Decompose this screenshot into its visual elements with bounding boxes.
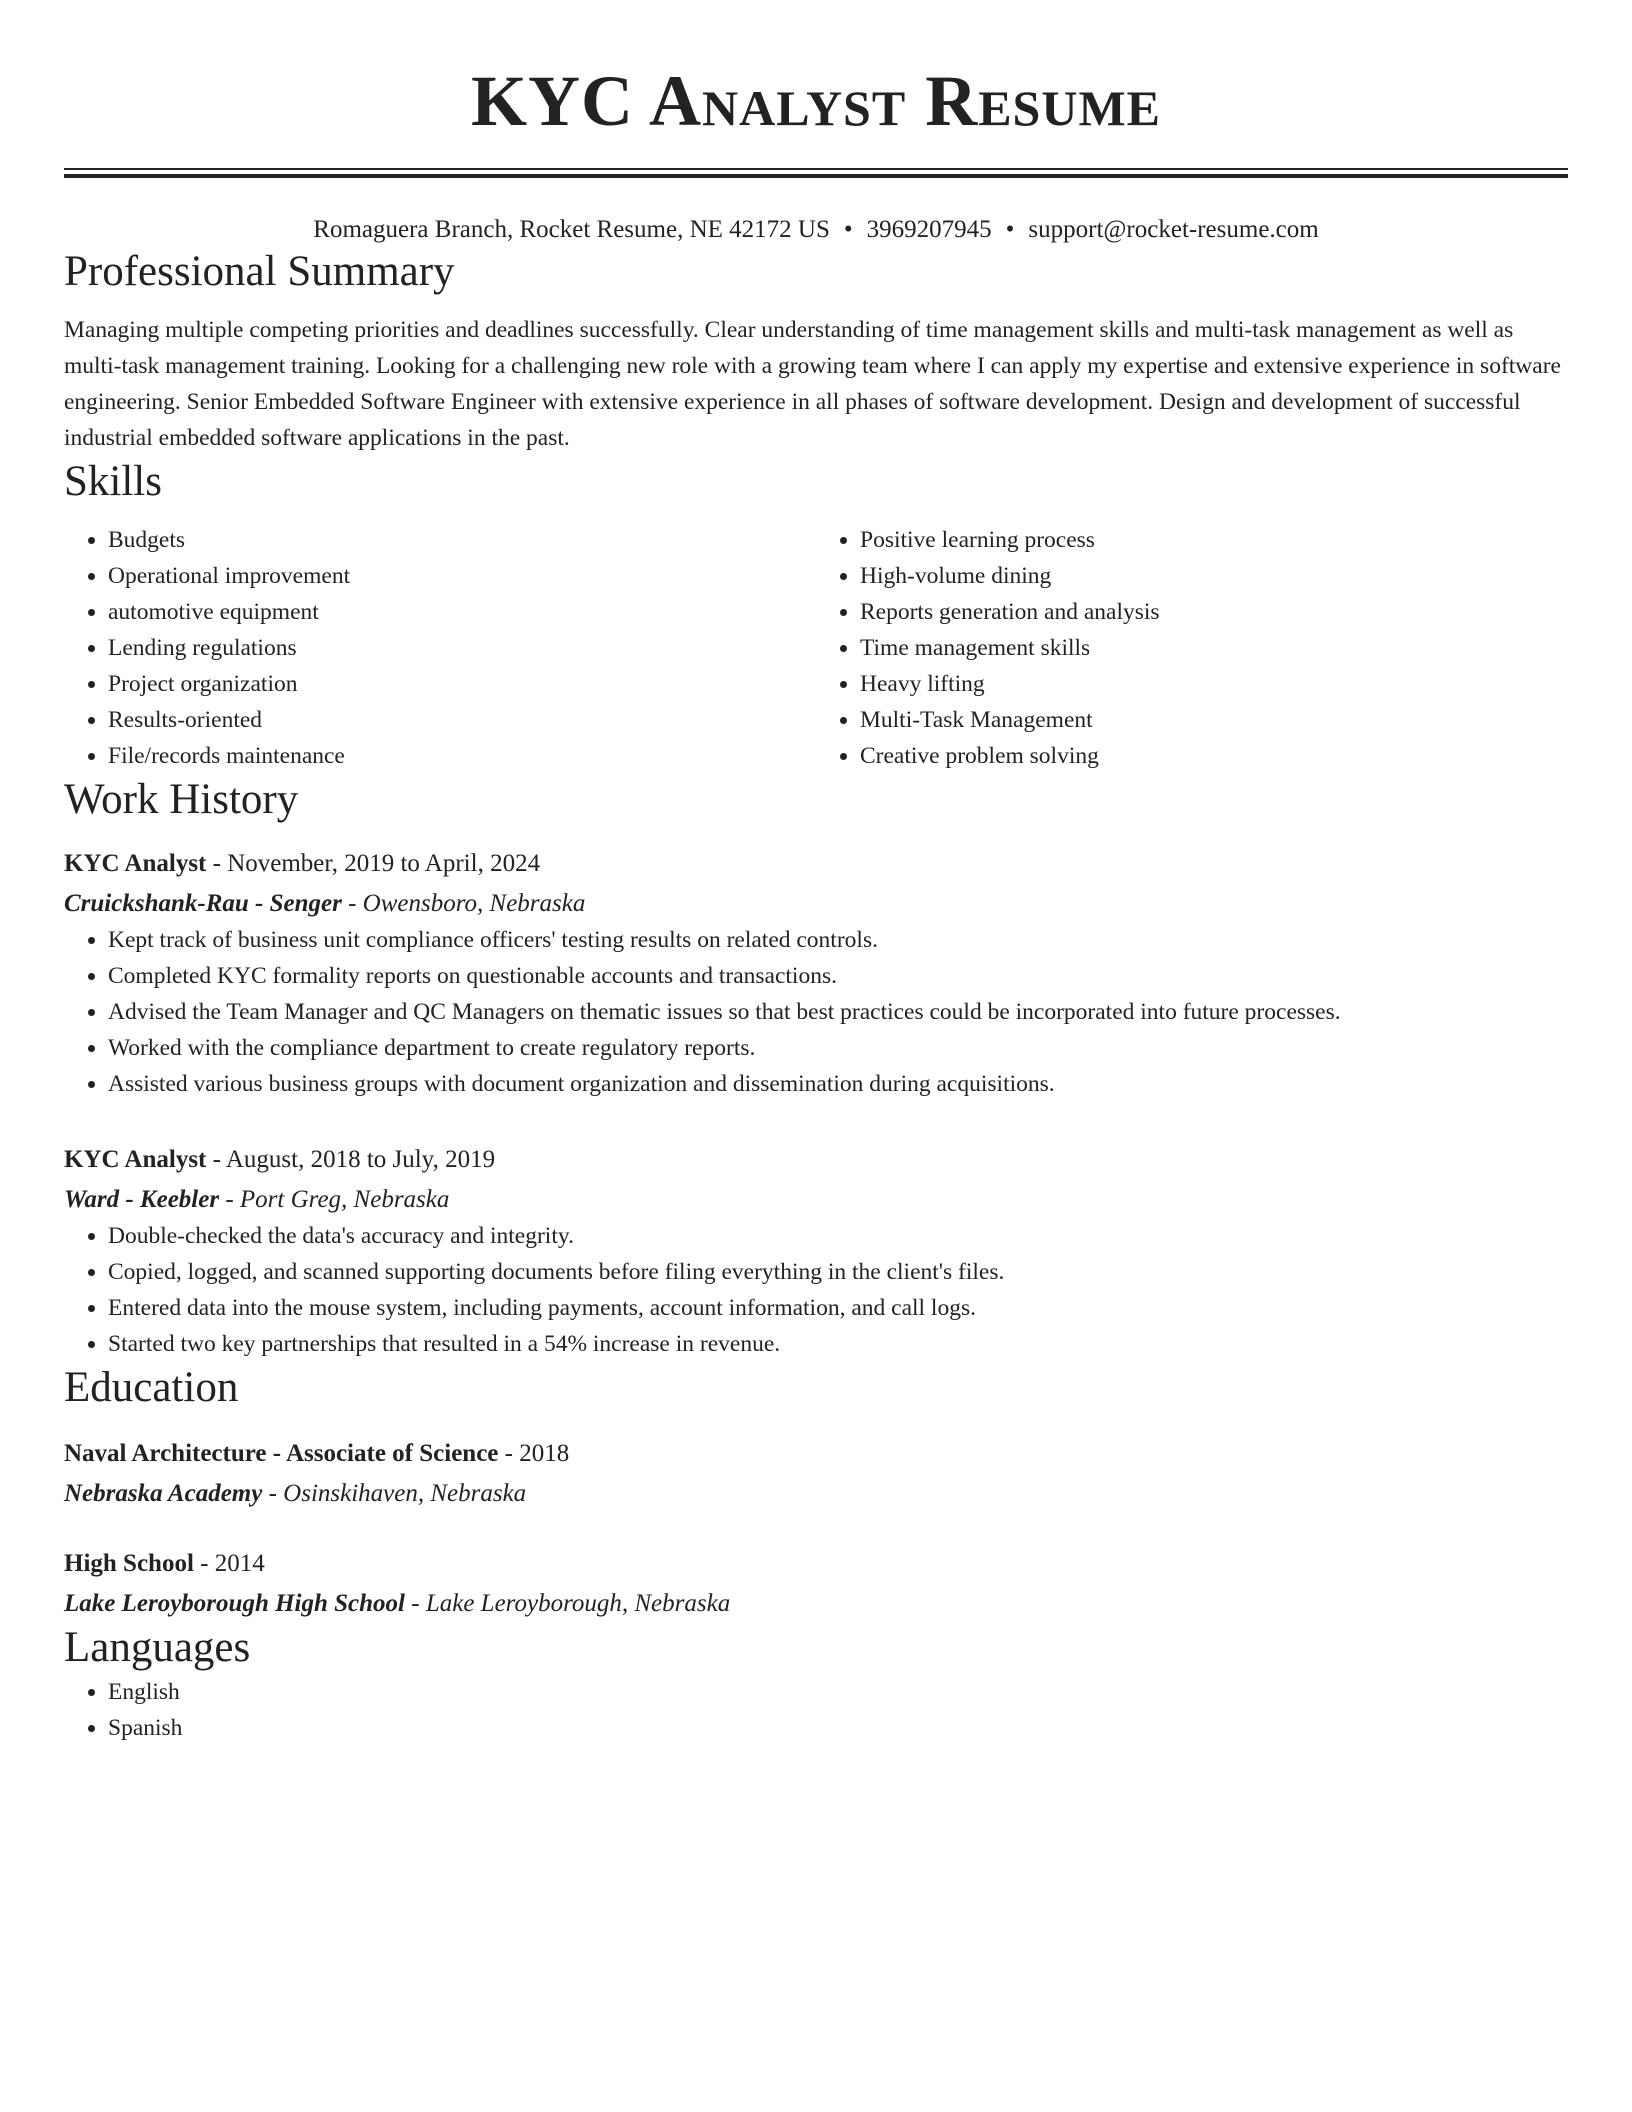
job-dates: - August, 2018 to July, 2019 [206, 1146, 496, 1173]
skill-item: • Time management skills [860, 630, 1568, 666]
job-duties [64, 1218, 1568, 1362]
education-location: - Lake Leroyborough, Nebraska [405, 1590, 731, 1617]
education-school: Lake Leroyborough High School [64, 1590, 405, 1617]
education-school-line [64, 1586, 1568, 1622]
job-entry [64, 846, 1568, 1102]
skills-list-right [816, 522, 1568, 774]
contact-separator: • [1005, 216, 1015, 243]
education-degree: High School [64, 1550, 194, 1577]
job-duty: • Entered data into the mouse system, including payments, account information, and call logs. [108, 1290, 1568, 1326]
education-degree-line [64, 1436, 1568, 1472]
skill-item: • Creative problem solving [860, 738, 1568, 774]
education-year: - 2018 [498, 1440, 570, 1467]
job-company: Cruickshank-Rau - Senger [64, 890, 342, 917]
skill-item: • Heavy lifting [860, 666, 1568, 702]
work-history-heading: Work History [64, 776, 299, 823]
skills-list-left [64, 522, 816, 774]
job-duty: • Advised the Team Manager and QC Managers on thematic issues so that best practices could be incorporated into future processes. [108, 994, 1568, 1030]
skill-item: • Reports generation and analysis [860, 594, 1568, 630]
skill-item: • Positive learning process [860, 522, 1568, 558]
skill-item: • Project organization [108, 666, 816, 702]
summary-text: Managing multiple competing priorities and deadlines successfully. Clear understanding of time management skills and multi-task management as well as multi-task management training. Looking for a challenging new role with a growing team where I can apply my expertise and extensive experience in software engineering. Senior Embedded Software Engineer with extensive experience in all phases of software development. Design and development of successful industrial embedded software applications in the past. [64, 317, 1561, 451]
job-duty: • Kept track of business unit compliance officers' testing results on related controls. [108, 922, 1568, 958]
skills-columns [64, 522, 1568, 774]
job-title-line [64, 1142, 1568, 1178]
skill-item: • High-volume dining [860, 558, 1568, 594]
job-duty: • Worked with the compliance department to create regulatory reports. [108, 1030, 1568, 1066]
job-duty: • Assisted various business groups with document organization and dissemination during acquisitions. [108, 1066, 1568, 1102]
contact-phone: 3969207945 [866, 216, 992, 243]
skill-item: • Operational improvement [108, 558, 816, 594]
job-location: - Owensboro, Nebraska [341, 890, 586, 917]
skills-heading: Skills [64, 458, 162, 505]
skill-item: • Lending regulations [108, 630, 816, 666]
resume-title: KYC Analyst Resume [470, 61, 1162, 141]
job-company-line [64, 1182, 1568, 1218]
language-item: • Spanish [108, 1710, 1568, 1746]
skill-item: • automotive equipment [108, 594, 816, 630]
title-divider [64, 168, 1568, 178]
education-entry [64, 1436, 1568, 1512]
job-entry [64, 1142, 1568, 1362]
languages-heading: Languages [64, 1624, 251, 1671]
job-company: Ward - Keebler [64, 1186, 220, 1213]
job-duty: • Completed KYC formality reports on questionable accounts and transactions. [108, 958, 1568, 994]
contact-line [64, 214, 1568, 246]
job-duty: • Started two key partnerships that resulted in a 54% increase in revenue. [108, 1326, 1568, 1362]
skill-item: • File/records maintenance [108, 738, 816, 774]
languages-list [64, 1674, 1568, 1746]
job-location: - Port Greg, Nebraska [219, 1186, 450, 1213]
job-title: KYC Analyst [64, 1146, 207, 1173]
education-degree-line [64, 1546, 1568, 1582]
job-duty: • Double-checked the data's accuracy and integrity. [108, 1218, 1568, 1254]
job-duty: • Copied, logged, and scanned supporting documents before filing everything in the client's files. [108, 1254, 1568, 1290]
job-company-line [64, 886, 1568, 922]
job-title-line [64, 846, 1568, 882]
job-title: KYC Analyst [64, 850, 207, 877]
contact-separator: • [843, 216, 853, 243]
education-degree: Naval Architecture - Associate of Science [64, 1440, 499, 1467]
education-location: - Osinskihaven, Nebraska [262, 1480, 527, 1507]
skill-item: • Results-oriented [108, 702, 816, 738]
skill-item: • Multi-Task Management [860, 702, 1568, 738]
contact-email: support@rocket-resume.com [1028, 216, 1319, 243]
job-dates: - November, 2019 to April, 2024 [206, 850, 541, 877]
education-heading: Education [64, 1364, 239, 1411]
summary-heading: Professional Summary [64, 248, 455, 295]
language-item: • English [108, 1674, 1568, 1710]
education-entry [64, 1546, 1568, 1622]
contact-address: Romaguera Branch, Rocket Resume, NE 42172 US [313, 216, 830, 243]
education-school-line [64, 1476, 1568, 1512]
education-school: Nebraska Academy [64, 1480, 263, 1507]
skill-item: • Budgets [108, 522, 816, 558]
education-year: - 2014 [193, 1550, 265, 1577]
job-duties [64, 922, 1568, 1102]
